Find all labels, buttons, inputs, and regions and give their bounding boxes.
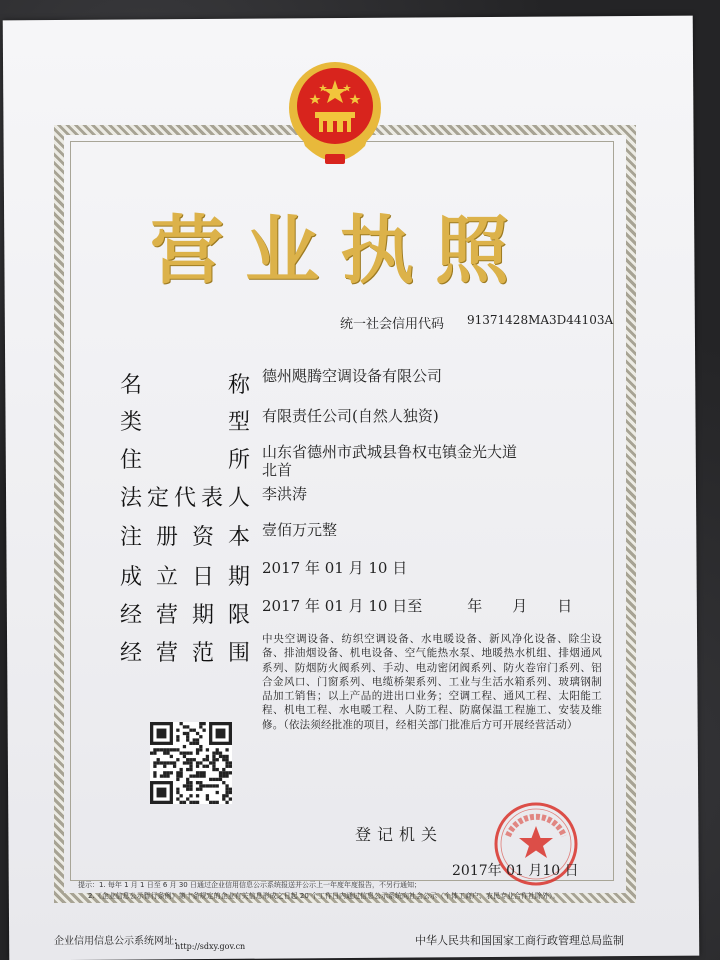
field-label-char: 型: [227, 410, 250, 435]
qr-code-icon: [150, 722, 232, 804]
field-label-char: 本: [227, 525, 250, 550]
field-value: 北首: [262, 461, 293, 479]
field-label-char: 住: [120, 448, 143, 473]
field-value: 德州飓腾空调设备有限公司: [262, 367, 443, 385]
field-label-char: 立: [155, 565, 178, 590]
title-char: 执: [340, 208, 414, 294]
field-label-char: 限: [227, 603, 250, 628]
field-label-char: 代: [173, 486, 196, 511]
field-label-char: 资: [191, 525, 214, 550]
footnote-line: 提示：1. 每年 1 月 1 日至 6 月 30 日通过企业信用信息公示系统报送并公示上一年度年度报告，不另行通知；: [78, 881, 421, 889]
field-label-char: 成: [120, 565, 143, 590]
field-value: 2017 年 01 月 10 日至 年 月 日: [262, 597, 573, 615]
document-title: [150, 192, 520, 294]
field-label: [120, 598, 250, 629]
title-char: 营: [150, 208, 224, 294]
field-label-char: 经: [120, 603, 143, 628]
footer-website-label: 企业信用信息公示系统网址:: [54, 936, 178, 947]
field-label-char: 营: [155, 641, 178, 666]
title-char: 照: [435, 208, 509, 294]
footer-website-url: http://sdxy.gov.cn: [175, 942, 246, 951]
credit-code-label: 统一社会信用代码: [340, 317, 445, 332]
footnote-line: 2.《企业信息公示暂行条例》第十条规定的企业有关信息形成之日起 20 个工作日内通过信息公示系统向社会公示（个体工商户、农民专业合作社除外）。: [88, 892, 560, 900]
field-value: 有限责任公司(自然人独资): [262, 407, 439, 425]
credit-code-value: 91371428MA3D44103A: [467, 313, 614, 327]
field-label: [120, 481, 250, 512]
field-label: [120, 520, 250, 551]
field-label: [120, 636, 250, 667]
field-label-char: 期: [191, 603, 214, 628]
field-value: 壹佰万元整: [262, 521, 338, 539]
field-label-char: 定: [146, 486, 169, 511]
registration-date: 2017年 01 月10 日: [452, 863, 579, 879]
field-label: [120, 405, 250, 436]
field-label-char: 册: [155, 525, 178, 550]
field-label-char: 注: [120, 525, 143, 550]
field-label: [120, 443, 250, 474]
field-label-char: 营: [155, 603, 178, 628]
field-label: [120, 560, 250, 591]
field-value: 山东省德州市武城县鲁权屯镇金光大道: [262, 443, 518, 461]
field-label-char: 经: [120, 641, 143, 666]
field-label-char: 所: [227, 448, 250, 473]
national-emblem-icon: [285, 58, 385, 176]
field-label-char: 范: [191, 641, 214, 666]
field-label-char: 围: [227, 641, 250, 666]
field-label-char: 类: [120, 410, 143, 435]
field-value: 李洪涛: [262, 485, 308, 503]
field-label-char: 人: [227, 486, 250, 511]
field-label-char: 期: [227, 565, 250, 590]
title-char: 业: [245, 208, 319, 294]
footer-issuer: 中华人民共和国国家工商行政管理总局监制: [415, 934, 624, 947]
business-scope-text: 中央空调设备、纺织空调设备、水电暖设备、新风净化设备、除尘设备、排油烟设备、机电设备、空气能热水泵、地暖热水机组、排烟通风系列、防烟防火阀系列、手动、电动密闭阀系列、防火卷帘门系列、铝合金风口、门窗系列、电缆桥架系列、工业与生活水箱系列、玻璃钢制品加工销售；以上产品的进出口业务；空调工程、通风工程、太阳能工程、机电工程、水电暖工程、人防工程、防腐保温工程施工、安装及维修。（依法须经批准的项目，经相关部门批准后方可开展经营活动）: [262, 633, 602, 731]
registration-office-label: 登记机关: [355, 825, 444, 844]
field-label-char: 法: [120, 486, 143, 511]
field-value: 2017 年 01 月 10 日: [262, 559, 408, 577]
field-label-char: 表: [200, 486, 223, 511]
field-label-char: 名: [120, 373, 143, 398]
footnote-notes: [78, 880, 598, 902]
field-label-char: 日: [191, 565, 214, 590]
field-label-char: 称: [227, 373, 250, 398]
field-label: [120, 368, 250, 399]
